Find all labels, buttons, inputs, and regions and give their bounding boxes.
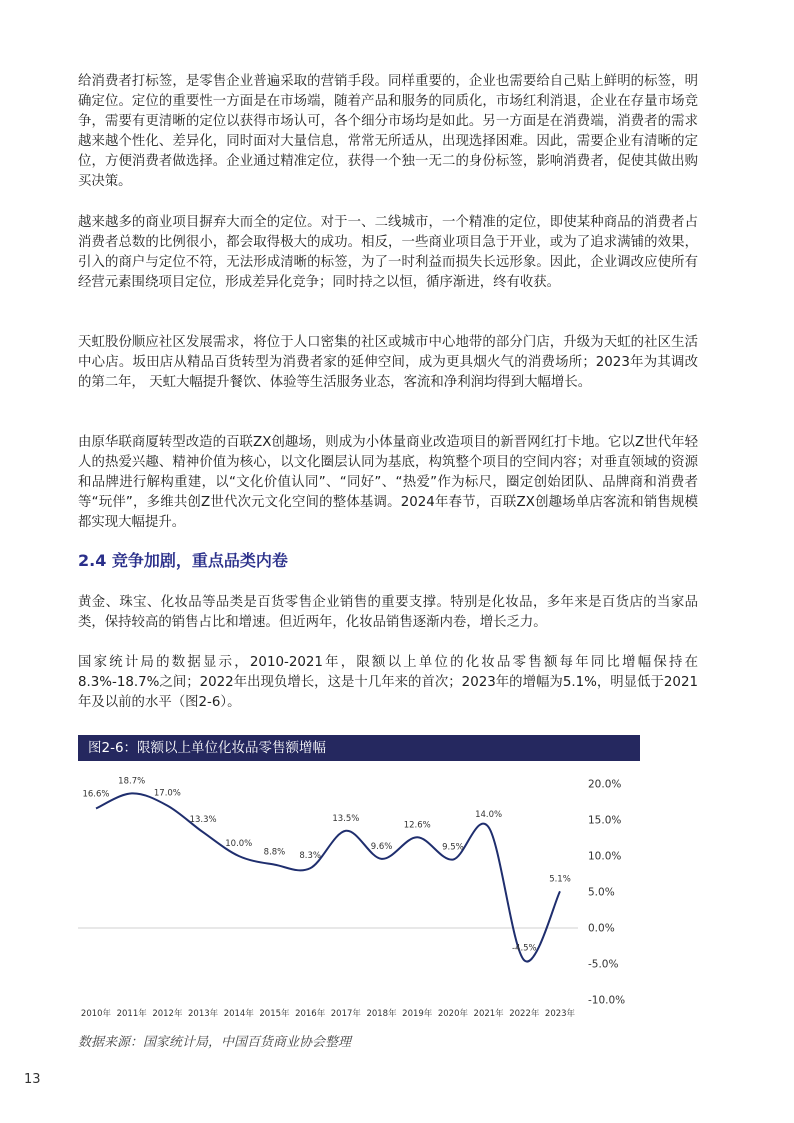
data-label: 13.5%: [332, 813, 360, 824]
intro-paragraph-3: 天虹股份顺应社区发展需求，将位于人口密集的社区或城市中心地带的部分门店，升级为天虹的社区生活中心店。坂田店从精品百货转型为消费者家的延伸空间，成为更具烟火气的消费场所；2023年为其调改的第二年， 天虹大幅提升餐饮、体验等生活服务业态，客流和净利润均得到大幅增长。: [78, 335, 698, 390]
x-tick-label: 2011年: [116, 1009, 147, 1019]
y-tick-label: 5.0%: [588, 886, 615, 899]
data-label: 12.6%: [403, 820, 431, 831]
line-chart: [78, 770, 638, 1025]
x-tick-label: 2018年: [366, 1009, 397, 1019]
x-tick-label: 2015年: [259, 1009, 290, 1019]
data-label: 9.5%: [442, 842, 464, 853]
intro-paragraph-2: 越来越多的商业项目摒弃大而全的定位。对于一、二线城市，一个精准的定位，即使某种商品的消费者占消费者总数的比例很小，都会取得极大的成功。相反，一些商业项目急于开业，或为了追求满铺的效果，引入的商户与定位不符，无法形成清晰的标签，为了一时利益而损失长远形象。因此，企业调改应使所有经营元素围绕项目定位，形成差异化竞争；同时持之以恒，循序渐进，终有收获。: [78, 215, 698, 290]
data-label: 8.8%: [263, 847, 286, 858]
x-tick-label: 2012年: [152, 1009, 183, 1019]
x-tick-label: 2020年: [437, 1009, 468, 1019]
y-tick-label: 0.0%: [588, 922, 615, 935]
y-tick-label: -5.0%: [588, 958, 619, 971]
x-tick-label: 2021年: [473, 1009, 504, 1019]
data-label: 8.3%: [299, 851, 321, 862]
x-tick-label: 2010年: [80, 1009, 112, 1019]
x-tick-label: 2014年: [223, 1009, 254, 1019]
x-tick-label: 2023年: [544, 1009, 576, 1019]
data-label: 18.7%: [118, 776, 146, 787]
x-tick-label: 2022年: [509, 1009, 540, 1019]
data-label: 13.3%: [189, 815, 217, 826]
section-heading: 2.4 竞争加剧，重点品类内卷: [78, 551, 288, 570]
y-tick-label: 20.0%: [588, 778, 622, 791]
section-paragraph-2: 国家统计局的数据显示，2010-2021年，限额以上单位的化妆品零售额每年同比增幅保持在8.3%-18.7%之间；2022年出现负增长，这是十几年来的首次；2023年的增幅为5.1%，明显低于2021年及以前的水平（图2-6）。: [78, 655, 698, 710]
page-number: 13: [24, 1072, 41, 1087]
data-label: 16.6%: [82, 789, 110, 800]
intro-paragraph-4: 由原华联商厦转型改造的百联ZX创趣场，则成为小体量商业改造项目的新晋网红打卡地。它以Z世代年轻人的热爱兴趣、精神价值为核心，以文化圈层认同为基底，构筑整个项目的空间内容；对垂直领域的资源和品牌进行解构重建，以“文化价值认同”、“同好”、“热爱”作为标尺，圈定创始团队、品牌商和消费者等“玩伴”，多维共创Z世代次元文化空间的整体基调。2024年春节，百联ZX创趣场单店客流和销售规模都实现大幅提升。: [78, 435, 698, 530]
data-label: 17.0%: [153, 788, 181, 799]
x-tick-label: 2017年: [330, 1009, 361, 1019]
y-tick-label: 10.0%: [588, 850, 622, 863]
x-tick-label: 2016年: [295, 1009, 326, 1019]
y-tick-label: 15.0%: [588, 814, 622, 827]
x-tick-label: 2013年: [188, 1009, 219, 1019]
data-label: -4.5%: [511, 943, 537, 954]
figure-source: 数据来源：国家统计局，中国百货商业协会整理: [78, 1035, 352, 1050]
data-label: 9.6%: [370, 841, 393, 852]
x-tick-label: 2019年: [402, 1009, 433, 1019]
data-label: 5.1%: [549, 874, 571, 885]
data-label: 10.0%: [225, 839, 253, 849]
intro-paragraph-1: 给消费者打标签，是零售企业普遍采取的营销手段。同样重要的，企业也需要给自己贴上鲜明的标签，明确定位。定位的重要性一方面是在市场端，随着产品和服务的同质化，市场红利消退，企业在存量市场竞争，需要有更清晰的定位以获得市场认可，各个细分市场均是如此。另一方面是在消费端，消费者的需求越来越个性化、差异化，同时面对大量信息，常常无所适从，出现选择困难。因此，需要企业有清晰的定位，方便消费者做选择。企业通过精准定位，获得一个独一无二的身份标签，影响消费者，促使其做出购买决策。: [78, 74, 698, 189]
section-paragraph-1: 黄金、珠宝、化妆品等品类是百货零售企业销售的重要支撑。特别是化妆品，多年来是百货店的当家品类，保持较高的销售占比和增速。但近两年，化妆品销售逐渐内卷，增长乏力。: [78, 595, 698, 630]
figure-title: 图2-6：限额以上单位化妆品零售额增幅: [78, 735, 640, 761]
data-label: 14.0%: [475, 810, 503, 821]
y-tick-label: -10.0%: [588, 994, 626, 1007]
